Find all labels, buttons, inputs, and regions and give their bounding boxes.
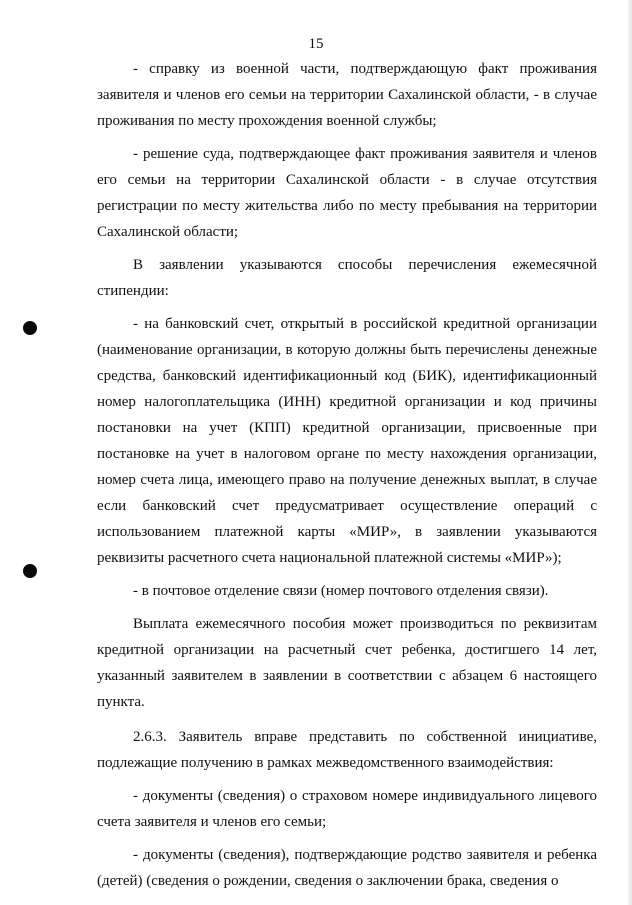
document-body: [97, 56, 597, 894]
paragraph-military-certificate: - справку из военной части, подтверждающую факт проживания заявителя и членов его семьи на территории Сахалинской области, - в случае проживания по месту прохождения военной службы;: [97, 61, 597, 129]
paragraph-kinship-documents: - документы (сведения), подтверждающие родство заявителя и ребенка (детей) (сведения о рождении, сведения о заключении брака, сведения о: [97, 847, 597, 889]
scan-edge-shadow: [628, 0, 632, 905]
paragraph-bank-account: - на банковский счет, открытый в российской кредитной организации (наименование организации, в которую должны быть перечислены денежные средства, банковский идентификационный код (БИК), идентификационный номер налогоплательщика (ИНН) кредитной организации и код причины постановки на учет (КПП) кредитной организации, присвоенные при постановке на учет в налоговом органе по месту нахождения организации, номер счета лица, имеющего право на получение денежных выплат, в случае если банковский счет предусматривает осуществление операций с использованием платежной карты «МИР», в заявлении указываются реквизиты расчетного счета национальной платежной системы «МИР»);: [97, 316, 597, 566]
paragraph-payment-methods: В заявлении указываются способы перечисления ежемесячной стипендии:: [97, 257, 597, 299]
binder-hole-mark: [23, 564, 37, 578]
page-number: 15: [308, 36, 324, 52]
binder-hole-mark: [23, 321, 37, 335]
paragraph-section-2-6-3: 2.6.3. Заявитель вправе представить по собственной инициативе, подлежащие получению в рамках межведомственного взаимодействия:: [97, 729, 597, 771]
paragraph-insurance-number: - документы (сведения) о страховом номере индивидуального лицевого счета заявителя и членов его семьи;: [97, 788, 597, 830]
paragraph-post-office: - в почтовое отделение связи (номер почтового отделения связи).: [133, 583, 549, 599]
paragraph-court-decision: - решение суда, подтверждающее факт проживания заявителя и членов его семьи на территории Сахалинской области - в случае отсутствия регистрации по месту жительства либо по месту пребывания на территории Сахалинской области;: [97, 146, 597, 240]
paragraph-monthly-allowance: Выплата ежемесячного пособия может производиться по реквизитам кредитной организации на расчетный счет ребенка, достигшего 14 лет, указанный заявителем в заявлении в соответствии с абзацем 6 настоящего пункта.: [97, 616, 597, 710]
